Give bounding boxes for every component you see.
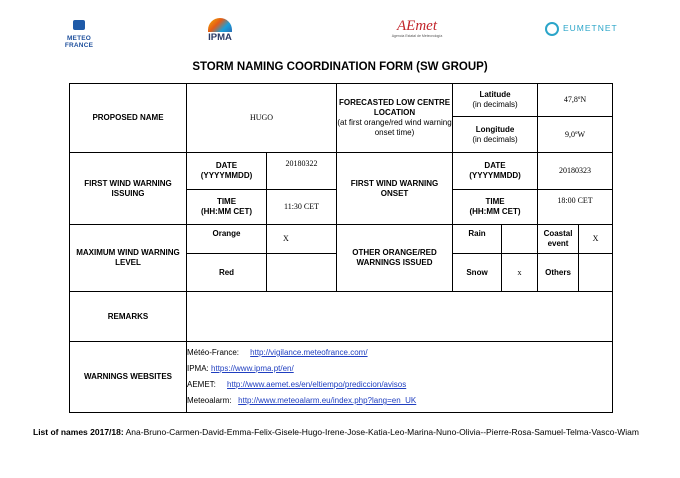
red-mark[interactable]: [267, 254, 337, 292]
issuing-time-format: (HH:MM CET): [200, 207, 253, 216]
orange-label: Orange: [187, 225, 267, 254]
websites-label: WARNINGS WEBSITES: [70, 342, 187, 413]
ipma-logo: [204, 18, 236, 48]
onset-time-label: TIME: [485, 197, 505, 206]
snow-label: Snow: [453, 254, 502, 292]
centre-location-label: FORECASTED LOW CENTRE LOCATION: [338, 98, 451, 117]
aemet-logo-text: AEmet: [397, 18, 437, 34]
names-list-label: List of names 2017/18:: [33, 427, 124, 437]
red-label: Red: [187, 254, 267, 292]
meteo-france-logo-line2: FRANCE: [64, 42, 94, 49]
onset-time-format: (HH:MM CET): [469, 207, 521, 216]
others-label: Others: [538, 254, 579, 292]
issuing-time-label: TIME: [216, 197, 237, 206]
website-entry: [187, 393, 612, 409]
website-link-aemet[interactable]: http://www.aemet.es/en/eltiempo/prediccion/avisos: [227, 380, 407, 389]
latitude-sub: (in decimals): [472, 100, 518, 109]
names-list: [33, 426, 653, 438]
names-list-text: Ana-Bruno-Carmen-David-Emma-Felix-Gisele-Hugo-Irene-Jose-Katia-Leo-Marina-Nuno-Olivia--Pierre-Rosa-Samuel-Telma-Vasco-Wiam: [125, 427, 639, 437]
centre-location-sub: (at first orange/red wind warning onset time): [337, 118, 452, 137]
ipma-rays-icon: [208, 18, 232, 32]
max-level-label: MAXIMUM WIND WARNING LEVEL: [70, 225, 187, 292]
orange-mark[interactable]: X: [267, 225, 337, 254]
latitude-label-cell: [453, 84, 538, 117]
coastal-label: Coastal event: [538, 225, 579, 254]
issuing-date-format: (YYYYMMDD): [200, 171, 253, 180]
other-warnings-label: OTHER ORANGE/RED WARNINGS ISSUED: [337, 225, 453, 292]
meteo-france-logo-line1: METEO: [66, 35, 92, 42]
onset-date-value[interactable]: 20180323: [538, 153, 613, 190]
onset-time-value[interactable]: 18:00 CET: [538, 190, 613, 225]
storm-naming-form: [69, 83, 613, 413]
website-name: Meteoalarm:: [187, 396, 232, 405]
meteo-france-mark-icon: [73, 20, 85, 30]
latitude-label: Latitude: [479, 90, 511, 99]
remarks-value[interactable]: [187, 292, 613, 342]
rain-mark[interactable]: [502, 225, 538, 254]
longitude-value[interactable]: 9,0ºW: [538, 117, 613, 153]
websites-list: [187, 342, 613, 413]
website-entry: [187, 377, 612, 393]
website-entry: [187, 361, 612, 377]
others-mark[interactable]: [579, 254, 613, 292]
website-link-meteofrance[interactable]: http://vigilance.meteofrance.com/: [250, 348, 368, 357]
centre-location-cell: [337, 84, 453, 153]
onset-date-label-cell: [453, 153, 538, 190]
rain-label: Rain: [453, 225, 502, 254]
onset-date-format: (YYYYMMDD): [469, 171, 521, 180]
meteo-france-logo: [56, 17, 102, 47]
issuing-date-label: DATE: [215, 161, 238, 170]
website-name: Météo-France:: [187, 348, 240, 357]
form-title: STORM NAMING COORDINATION FORM (SW GROUP): [192, 61, 488, 73]
longitude-label-cell: [453, 117, 538, 153]
aemet-logo: [390, 18, 444, 44]
website-link-meteoalarm[interactable]: http://www.meteoalarm.eu/index.php?lang=en_UK: [238, 396, 417, 405]
eumetnet-circle-icon: [545, 22, 559, 36]
onset-date-label: DATE: [484, 161, 506, 170]
issuing-time-label-cell: [187, 190, 267, 225]
longitude-label: Longitude: [475, 124, 515, 134]
proposed-name-label: PROPOSED NAME: [70, 84, 187, 153]
website-entry: [187, 345, 612, 361]
latitude-value[interactable]: 47,8ºN: [538, 84, 613, 117]
issuing-date-label-cell: [187, 153, 267, 190]
snow-mark[interactable]: x: [502, 254, 538, 292]
eumetnet-logo-text: EUMETNET: [563, 23, 618, 33]
ipma-logo-text: IPMA: [208, 32, 232, 43]
longitude-sub: (in decimals): [472, 134, 518, 144]
eumetnet-logo: [545, 21, 625, 41]
coastal-mark[interactable]: X: [579, 225, 613, 254]
issuing-time-value[interactable]: 11:30 CET: [267, 190, 337, 225]
remarks-label: REMARKS: [70, 292, 187, 342]
proposed-name-value[interactable]: HUGO: [187, 84, 337, 153]
first-issuing-label: FIRST WIND WARNING ISSUING: [70, 153, 187, 225]
issuing-date-value[interactable]: 20180322: [267, 153, 337, 190]
first-onset-label: FIRST WIND WARNING ONSET: [337, 153, 453, 225]
onset-time-label-cell: [453, 190, 538, 225]
website-name: IPMA:: [187, 364, 209, 373]
website-name: AEMET:: [187, 380, 216, 389]
aemet-logo-subtitle: Agencia Estatal de Meteorología: [391, 34, 443, 38]
website-link-ipma[interactable]: https://www.ipma.pt/en/: [211, 364, 294, 373]
